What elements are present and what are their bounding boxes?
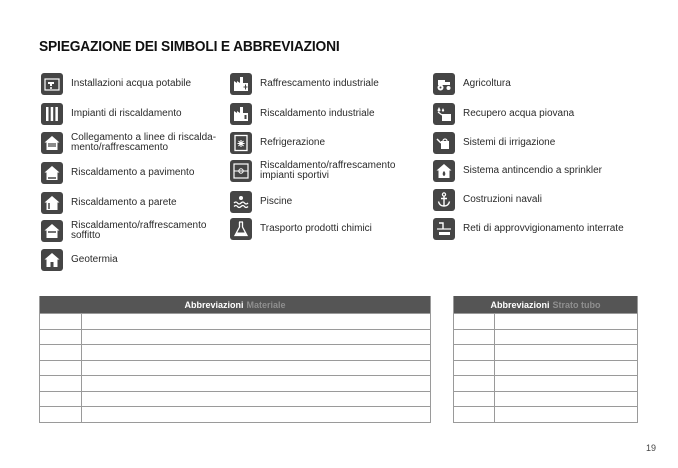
radiator-icon — [41, 103, 63, 125]
symbol-industrial-heating: Riscaldamento industriale — [230, 103, 375, 125]
house-ceiling-icon — [41, 220, 63, 242]
symbol-heating-line-connection: Collegamento a linee di riscalda- mento/raffrescamento — [41, 132, 216, 154]
table-row — [40, 375, 430, 391]
table-row — [40, 329, 430, 345]
symbol-floor-heating: Riscaldamento a pavimento — [41, 162, 194, 184]
symbol-geothermal: Geotermia — [41, 249, 118, 271]
page-number: 19 — [646, 443, 657, 453]
sports-field-icon — [230, 160, 252, 182]
faucet-icon — [41, 73, 63, 95]
house-floor-heating-icon — [41, 162, 63, 184]
house-geothermal-icon — [41, 249, 63, 271]
symbol-heating-systems: Impianti di riscaldamento — [41, 103, 182, 125]
table-row — [454, 313, 637, 329]
page-title: SPIEGAZIONE DEI SIMBOLI E ABBREVIAZIONI — [39, 38, 340, 55]
house-wall-heating-icon — [41, 192, 63, 214]
pool-icon — [230, 191, 252, 213]
table-row — [454, 406, 637, 422]
symbol-pools: Piscine — [230, 191, 292, 213]
tractor-icon — [433, 73, 455, 95]
industrial-heating-icon — [230, 103, 252, 125]
symbol-rainwater-recovery: Recupero acqua piovana — [433, 103, 574, 125]
table-row — [40, 406, 430, 422]
house-pipe-icon — [41, 132, 63, 154]
symbol-agriculture: Agricoltura — [433, 73, 511, 95]
symbol-industrial-cooling: Raffrescamento industriale — [230, 73, 379, 95]
table-row — [454, 344, 637, 360]
symbol-drinking-water: Installazioni acqua potabile — [41, 73, 191, 95]
symbol-fire-sprinkler: Sistema antincendio a sprinkler — [433, 160, 602, 182]
watering-can-icon — [433, 132, 455, 154]
table-row — [40, 360, 430, 376]
table-row — [40, 391, 430, 407]
material-abbreviations-table — [39, 296, 431, 423]
rain-recovery-icon — [433, 103, 455, 125]
symbol-chemical-transport: Trasporto prodotti chimici — [230, 218, 372, 240]
symbol-underground-networks: Reti di approvvigionamento interrate — [433, 218, 624, 240]
fire-sprinkler-icon — [433, 160, 455, 182]
symbol-ceiling-heating: Riscaldamento/raffrescamento soffitto — [41, 220, 206, 242]
table-row — [454, 375, 637, 391]
anchor-icon — [433, 189, 455, 211]
material-table-header: Abbreviazioni Materiale — [40, 296, 430, 313]
industrial-cooling-icon — [230, 73, 252, 95]
refrigeration-icon — [230, 132, 252, 154]
symbol-refrigeration: Refrigerazione — [230, 132, 325, 154]
underground-network-icon — [433, 218, 455, 240]
symbol-sports-facilities: Riscaldamento/raffrescamento impianti sportivi — [230, 160, 395, 182]
table-row — [454, 360, 637, 376]
chemical-flask-icon — [230, 218, 252, 240]
pipe-layer-table-header: Abbreviazioni Strato tubo — [454, 296, 637, 313]
pipe-layer-abbreviations-table — [453, 296, 638, 423]
symbol-irrigation: Sistemi di irrigazione — [433, 132, 555, 154]
symbol-wall-heating: Riscaldamento a parete — [41, 192, 177, 214]
table-row — [454, 391, 637, 407]
table-row — [40, 344, 430, 360]
table-row — [454, 329, 637, 345]
table-row — [40, 313, 430, 329]
symbol-shipbuilding: Costruzioni navali — [433, 189, 542, 211]
